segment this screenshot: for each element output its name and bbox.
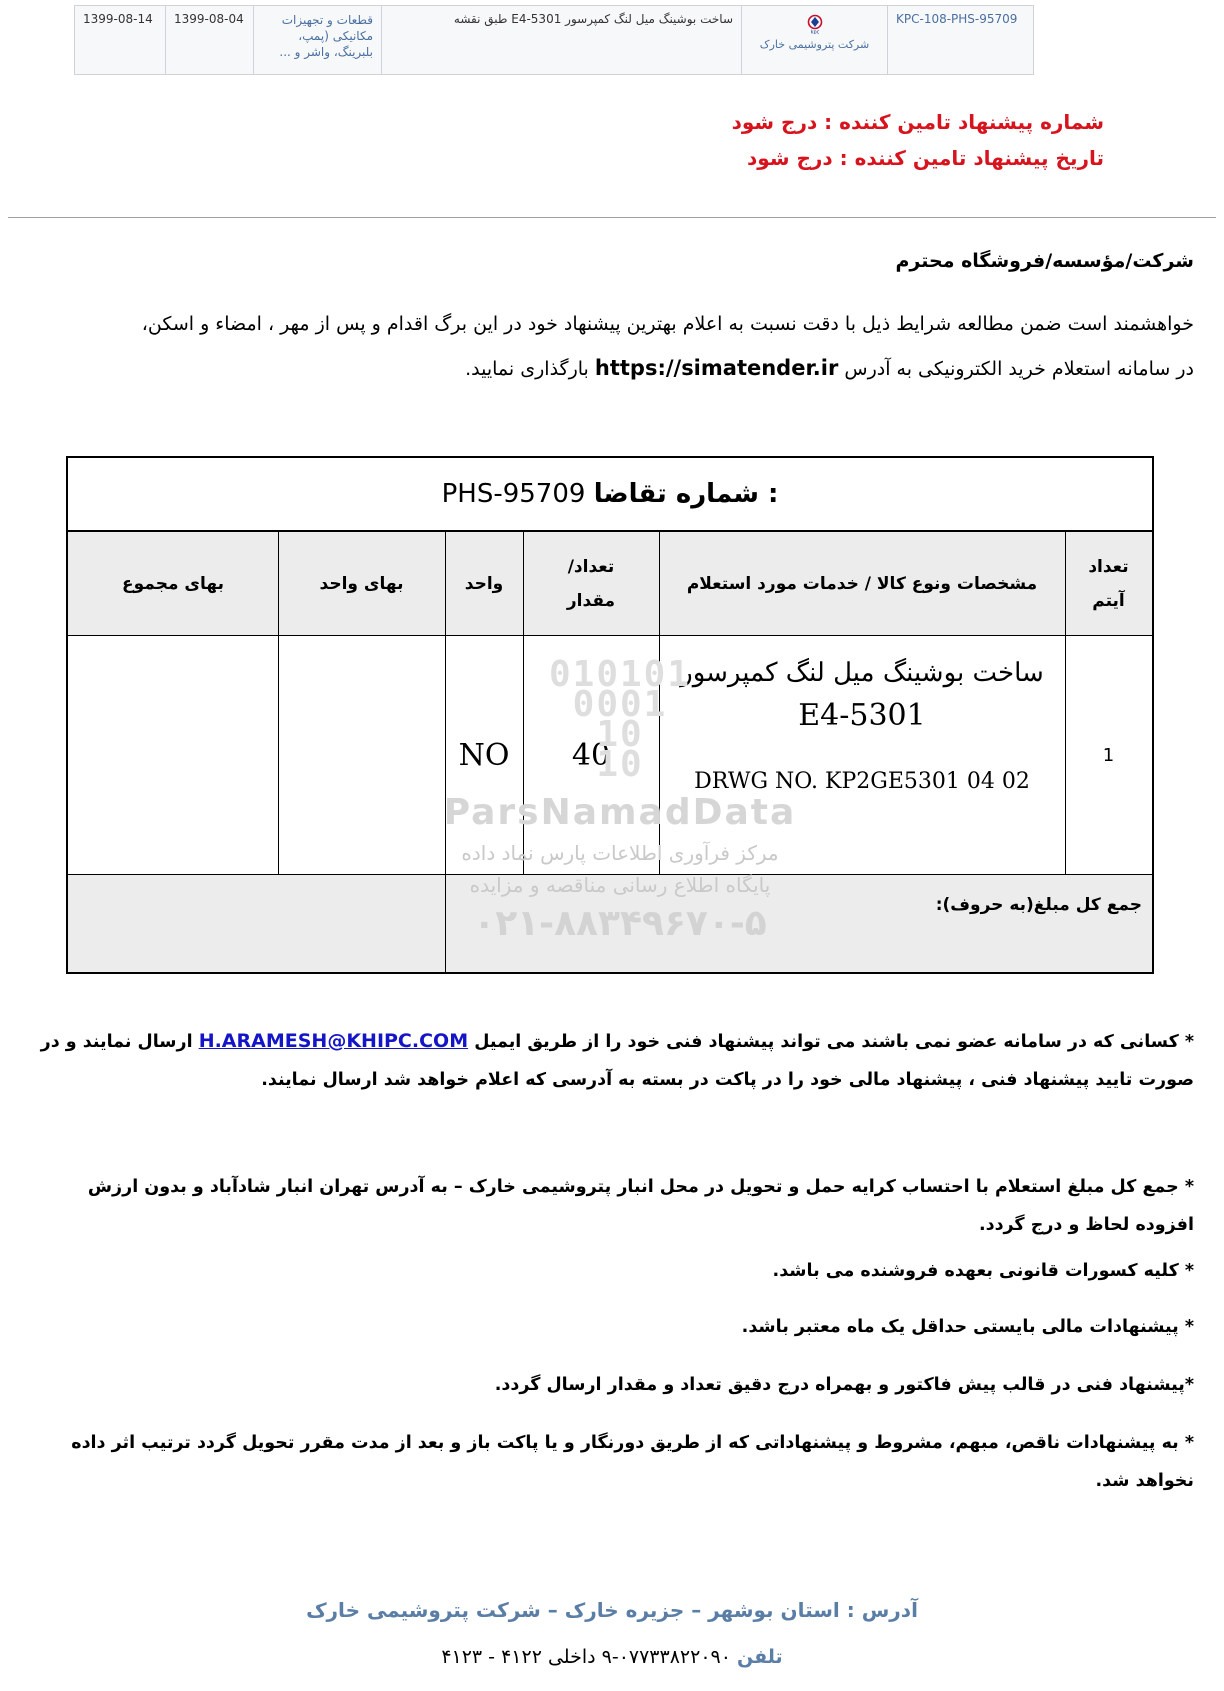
td-unit: NO [458,737,510,773]
th-unit-price: بهای واحد [319,574,404,594]
email-link[interactable]: H.ARAMESH@KHIPC.COM [198,1030,469,1052]
deadline-date: 1399-08-14 [83,12,153,26]
watermark-digits-2: 0001 [572,684,668,725]
th-unit: واحد [464,574,504,594]
watermark-digits-1: 010101 [548,654,692,695]
phone-label: تلفن [737,1646,783,1668]
spec-model: E4-5301 [798,698,926,733]
th-total-price: بهای مجموع [122,574,224,594]
kpc-logo-text: kpc [810,29,819,34]
request-number-header [68,458,1152,532]
note-1-post: ارسال نمایند و در صورت تایید پیشنهاد فنی ، پیشنهاد مالی خود را در پاکت در بسته به آدرسی که اعلام خواهد شد ارسال نمایند. [40,1032,1194,1090]
kpc-logo-icon [802,14,828,34]
th-qty: تعداد/ مقدار [566,557,616,611]
supplier-proposal-number: شماره پیشنهاد تامین کننده : درج شود [731,110,1104,134]
tender-code: KPC-108-PHS-95709 [887,6,1033,74]
note-validity: * پیشنهادات مالی بایستی حداقل یک ماه معتبر باشد. [741,1317,1194,1337]
note-delivery: * جمع کل مبلغ استعلام با احتساب کرایه حمل و تحویل در محل انبار پتروشیمی خارک – به آدرس تهران انبار شادآباد و بدون ارزش افزوده لحاظ و درج گردد. [87,1177,1194,1235]
request-number-value: PHS-95709 [441,479,586,509]
watermark-line-1: مرکز فرآوری اطلاعات پارس نماد داده [461,841,779,865]
footer-phone [0,1646,1224,1668]
category-link[interactable]: قطعات و تجهیزات مکانیکی (پمپ، بلبرینگ، واشر و ... [253,6,381,74]
td-qty: 40 [571,737,611,773]
watermark-digits-3: 10 [596,714,644,755]
organization-cell [741,6,887,74]
divider [8,217,1216,218]
watermark-digits-4: 10 [596,744,644,785]
request-table [66,456,1154,974]
supplier-proposal-date: تاریخ پیشنهاد تامین کننده : درج شود [747,146,1104,170]
intro-line-1: خواهشمند است ضمن مطالعه شرایط ذیل با دقت نسبت به اعلام بهترین پیشنهاد خود در این برگ اقدام و پس از مهر ، امضاء و اسکن، [141,313,1194,335]
intro-line-2-post: بارگذاری نمایید. [465,358,589,380]
td-total-price [68,636,278,874]
watermark-line-2: پایگاه اطلاع رسانی مناقصه و مزایده [469,873,771,897]
td-spec [659,636,1065,874]
publish-date: 1399-08-04 [165,6,253,74]
items-grid [68,532,1152,874]
intro-line-2 [40,346,1194,391]
spec-drawing-no: DRWG NO. KP2GE5301 04 02 [694,769,1030,794]
note-proforma: *پیشنهاد فنی در قالب پیش فاکتور و بهمراه درج دقیق تعداد و مقدار ارسال گردد. [494,1375,1194,1395]
tender-summary-bar [74,5,1034,75]
intro-line-2-pre: در سامانه استعلام خرید الکترونیکی به آدرس [844,358,1194,380]
th-item-count: تعداد آیتم [1088,557,1129,611]
organization-name: شرکت پتروشیمی خارک [759,38,870,51]
note-deductions: * کلیه کسورات قانونی بعهده فروشنده می باشد. [772,1261,1194,1281]
watermark-phone: ۰۲۱-۸۸۳۴۹۶۷۰-۵ [473,903,767,944]
tender-title: ساخت بوشینگ میل لنگ کمپرسور E4-5301 طبق نقشه [381,6,741,74]
total-in-words-label: جمع کل مبلغ(به حروف): [935,895,1142,915]
total-in-words-row [68,874,1152,972]
intro-paragraph [40,302,1194,391]
request-number-label: شماره تقاضا : [593,479,779,509]
note-email-submission [40,1022,1194,1099]
watermark-brand: ParsNamadData [443,792,797,833]
note-1-pre: * کسانی که در سامانه عضو نمی باشند می تواند پیشنهاد فنی خود را از طریق ایمیل [474,1032,1194,1052]
footer-address: آدرس : استان بوشهر – جزیره خارک – شرکت پتروشیمی خارک [306,1598,918,1622]
simatender-link[interactable]: https://simatender.ir [594,356,839,380]
td-unit-price [278,636,445,874]
spec-title: ساخت بوشینگ میل لنگ کمپرسور [680,658,1044,688]
td-item-count: 1 [1102,744,1115,766]
salutation: شرکت/مؤسسه/فروشگاه محترم [895,250,1194,272]
phone-value: ۰۷۷۳۳۸۲۲۰۹۰-۹ داخلی ۴۱۲۲ - ۴۱۲۳ [441,1646,731,1668]
th-spec: مشخصات ونوع کالا / خدمات مورد استعلام [686,574,1038,594]
col-sep [445,875,446,972]
note-incomplete-offers: * به پیشنهادات ناقص، مبهم، مشروط و پیشنهاداتی که از طریق دورنگار و یا پاکت باز و بعد از مدت مقرر تحویل گردد ترتیب اثر داده نخواهد شد. [71,1433,1194,1491]
